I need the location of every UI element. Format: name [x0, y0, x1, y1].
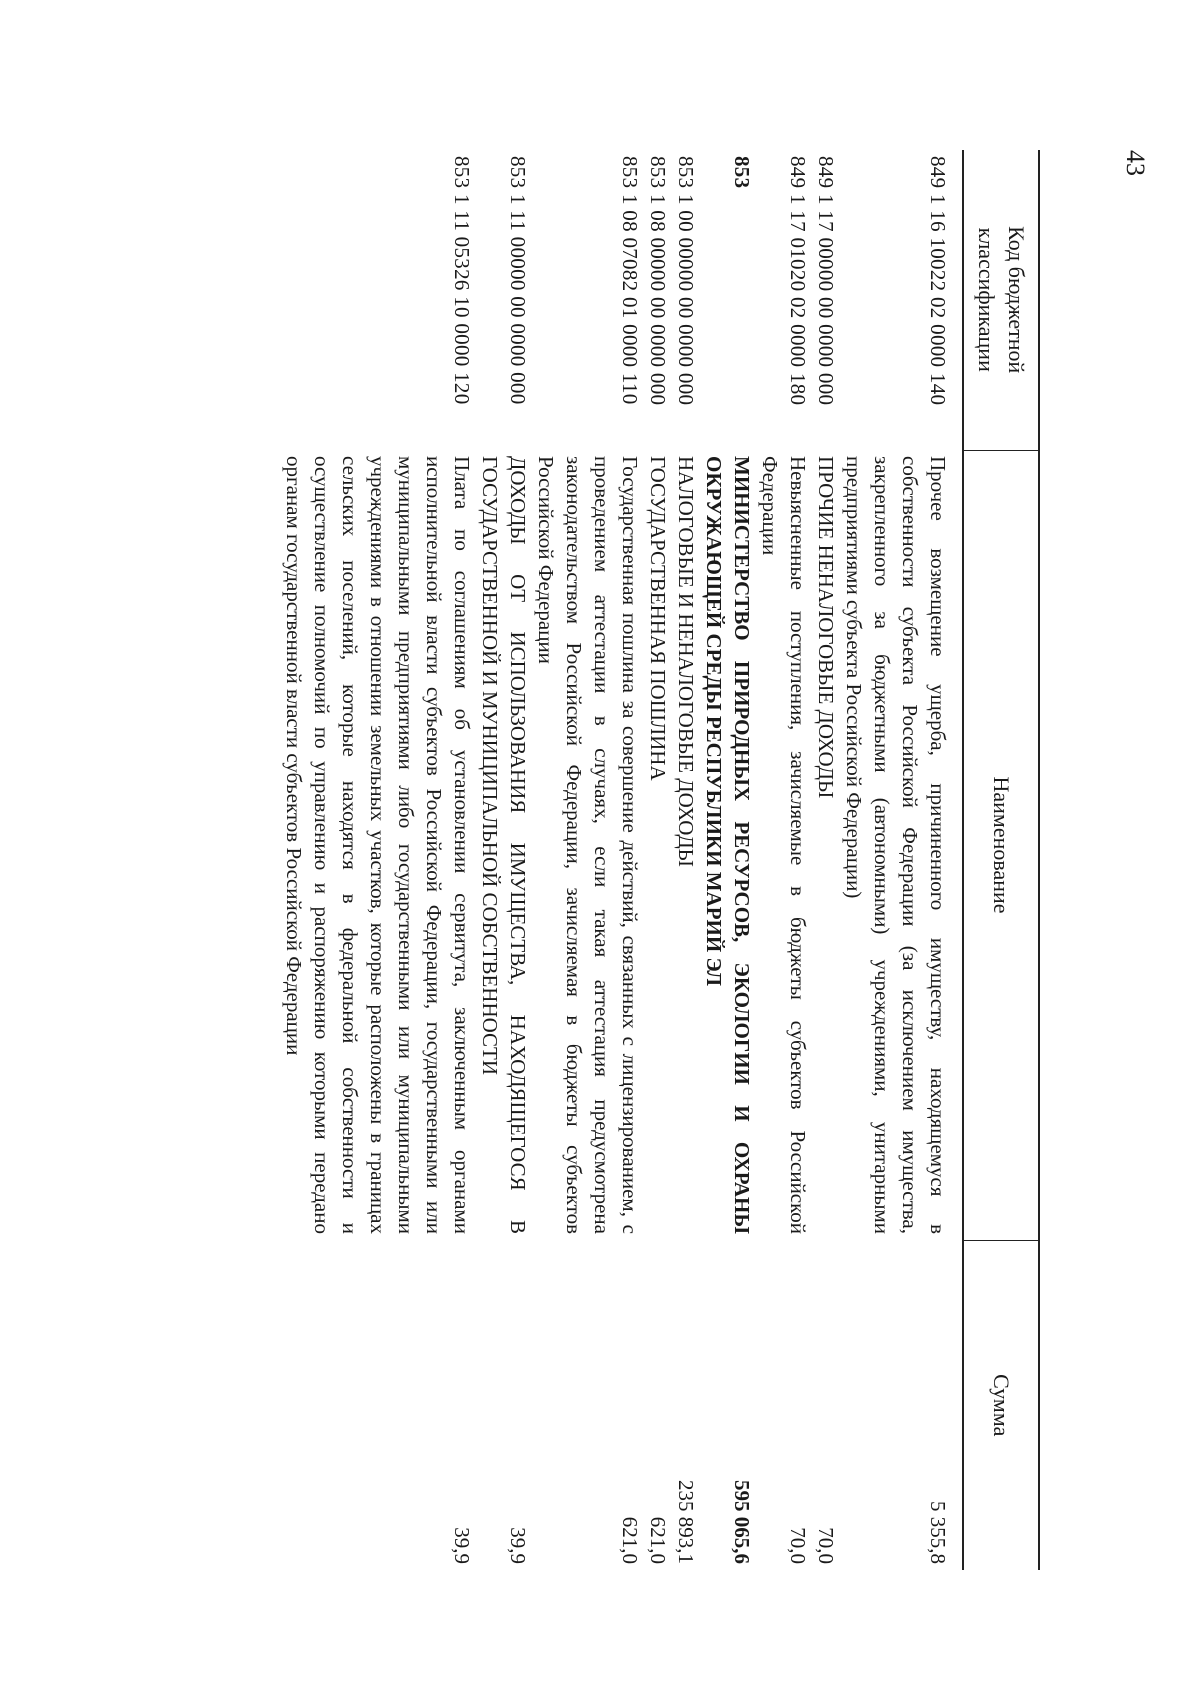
row-name: Невыясненные поступления, зачисляемые в бюджеты субъектов Российской Федерации [758, 456, 810, 1234]
row-name: МИНИСТЕРСТВО ПРИРОДНЫХ РЕСУРСОВ, ЭКОЛОГИИ И ОХРАНЫ ОКРУЖАЮЩЕЙ СРЕДЫ РЕСПУБЛИКИ МАРИЙ ЭЛ [702, 456, 754, 1234]
row-name: ДОХОДЫ ОТ ИСПОЛЬЗОВАНИЯ ИМУЩЕСТВА, НАХОДЯЩЕГОСЯ В ГОСУДАРСТВЕННОЙ И МУНИЦИПАЛЬНОЙ СОБСТВЕННОСТИ [478, 456, 530, 1234]
row-sum: 39,9 [506, 1527, 530, 1564]
row-name: НАЛОГОВЫЕ И НЕНАЛОГОВЫЕ ДОХОДЫ [674, 456, 698, 867]
rotated-page-content [140, 150, 1040, 1570]
row-code: 853 1 11 00000 00 0000 000 [506, 156, 530, 405]
table-row [476, 150, 532, 1570]
row-sum: 70,0 [786, 1527, 810, 1564]
row-name: ПРОЧИЕ НЕНАЛОГОВЫЕ ДОХОДЫ [814, 456, 838, 799]
row-code: 849 1 17 01020 02 0000 180 [786, 156, 810, 406]
row-name: ГОСУДАРСТВЕННАЯ ПОШЛИНА [646, 456, 670, 781]
row-sum: 235 893,1 [674, 1480, 698, 1564]
row-sum: 39,9 [450, 1527, 474, 1564]
table-row [532, 150, 644, 1570]
row-code: 853 1 11 05326 10 0000 120 [450, 156, 474, 405]
table-row [840, 150, 963, 1570]
header-code: Код бюджетной классификации [963, 150, 1039, 450]
header-sum: Сумма [963, 1240, 1039, 1570]
row-sum: 5 355,8 [926, 1501, 950, 1564]
row-sum: 621,0 [646, 1516, 670, 1564]
row-sum: 595 065,6 [730, 1480, 754, 1564]
row-code: 853 1 08 07082 01 0000 110 [618, 156, 642, 405]
table-row-ministry [700, 150, 756, 1570]
row-name: Прочее возмещение ущерба, причиненного имуществу, находящемуся в собственности субъекта Российской Федерации (за исключением имущества, закрепленного за бюджетными (автономными) учреждениями, унитарными предприятиями субъекта Российской Федерации) [842, 456, 950, 1234]
table-row [812, 150, 840, 1570]
row-name: Плата по соглашениям об установлении сервитута, заключенным органами исполнительной власти субъектов Российской Федерации, государственными или муниципальными предприятиями либо государственными или муниципальными учреждениями в отношении земельных участков, которые расположены в границах сельских поселений, которые находятся в федеральной собственности и осуществление полномочий по управлению и распоряжению которыми передано органам государственной власти субъектов Российской Федерации [282, 456, 474, 1234]
row-code: 853 1 00 00000 00 0000 000 [674, 156, 698, 406]
revenue-table [280, 150, 1040, 1570]
table-header-row [963, 150, 1039, 1570]
row-code: 849 1 17 00000 00 0000 000 [814, 156, 838, 406]
row-code: 849 1 16 10022 02 0000 140 [926, 156, 950, 406]
table-row [672, 150, 700, 1570]
page-number: 43 [1121, 150, 1150, 176]
table-row [280, 150, 476, 1570]
row-sum: 70,0 [814, 1527, 838, 1564]
table-row [644, 150, 672, 1570]
row-code: 853 1 08 00000 00 0000 000 [646, 156, 670, 406]
header-name: Наименование [963, 450, 1039, 1240]
row-sum: 621,0 [618, 1516, 642, 1564]
table-row [756, 150, 812, 1570]
row-code: 853 [730, 156, 754, 189]
row-name: Государственная пошлина за совершение действий, связанных с лицензированием, с проведением аттестации в случаях, если такая аттестация предусмотрена законодательством Российской Федерации, зачисляемая в бюджеты субъектов Российской Федерации [534, 456, 642, 1234]
